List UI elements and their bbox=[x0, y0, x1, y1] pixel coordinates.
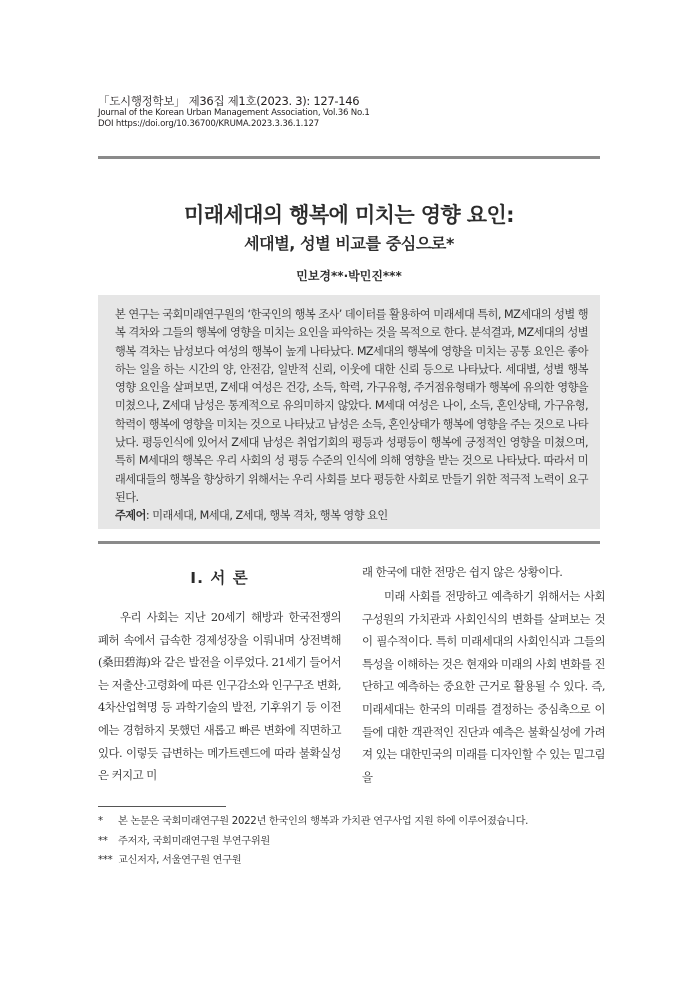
journal-english-name: Journal of the Korean Urban Management Association, Vol.36 No.1 bbox=[98, 108, 370, 118]
footnote-mark: * bbox=[98, 816, 103, 827]
keywords bbox=[115, 507, 588, 525]
footnote bbox=[98, 851, 608, 871]
footnote-divider bbox=[98, 806, 226, 807]
header-divider bbox=[98, 156, 600, 159]
journal-citation: 「도시행정학보」 제36집 제1호(2023. 3): 127-146 bbox=[98, 94, 360, 108]
footnote bbox=[98, 832, 608, 852]
keywords-label: 주제어 bbox=[115, 509, 146, 523]
footnote-text: 주저자, 국회미래연구원 부연구위원 bbox=[118, 835, 270, 847]
footnotes bbox=[98, 812, 608, 871]
paper-subtitle: 세대별, 성별 비교를 중심으로* bbox=[244, 234, 454, 253]
keywords-list: : 미래세대, M세대, Z세대, 행복 격차, 행복 영향 요인 bbox=[145, 509, 388, 523]
section-heading: Ⅰ. 서 론 bbox=[190, 569, 249, 587]
abstract-divider bbox=[98, 541, 600, 544]
journal-header bbox=[98, 94, 608, 130]
abstract-box bbox=[98, 295, 600, 529]
body-paragraph-right-continued: 래 한국에 대한 전망은 쉽지 않은 상황이다. bbox=[362, 565, 563, 579]
doi-link[interactable]: DOI https://doi.org/10.36700/KRUMA.2023.3.36.1.127 bbox=[98, 119, 320, 129]
author-line: 민보경**·박민진*** bbox=[296, 269, 402, 283]
body-paragraph-right: 미래 사회를 전망하고 예측하기 위해서는 사회구성원의 가치관과 사회인식의 변화를 살펴보는 것이 필수적이다. 특히 미래세대의 사회인식과 그들의 특성을 이해하는 것은 현재와 미래의 사회 변화를 진단하고 예측하는 중요한 근거로 활용될 수 있다. 즉, 미래세대는 한국의 미래를 결정하는 중심축으로 이들에 대한 객관적인 진단과 예측은 불확실성에 가려져 있는 대한민국의 미래를 디자인할 수 있는 밑그림을 bbox=[362, 589, 605, 784]
footnote-text: 본 논문은 국회미래연구원 2022년 한국인의 행복과 가치관 연구사업 지원 하에 이루어졌습니다. bbox=[118, 816, 529, 827]
body-paragraph-left: 우리 사회는 지난 20세기 해방과 한국전쟁의 폐허 속에서 급속한 경제성장을 이뤄내며 상전벽해(桑田碧海)와 같은 발전을 이루었다. 21세기 들어서는 저출산·고령화에 따른 인구감소와 인구구조 변화, 4차산업혁명 등 과학기술의 발전, 기후위기 등 이전에는 경험하지 못했던 새롭고 빠른 변화에 직면하고 있다. 이렇듯 급변하는 메가트렌드에 따라 불확실성은 커지고 미 bbox=[98, 610, 341, 783]
abstract-text: 본 연구는 국회미래연구원의 ‘한국인의 행복 조사’ 데이터를 활용하여 미래세대 특히, MZ세대의 성별 행복 격차와 그들의 행복에 영향을 미치는 요인을 파악하는 것을 목적으로 한다. 분석결과, MZ세대의 성별 행복 격차는 남성보다 여성의 행복이 높게 나타났다. MZ세대의 행복에 영향을 미치는 공통 요인은 좋아하는 일을 하는 시간의 양, 안전감, 일반적 신뢰, 이웃에 대한 신뢰 등으로 나타났다. 세대별, 성별 행복 영향 요인을 살펴보면, Z세대 여성은 건강, 소득, 학력, 가구유형, 주거점유형태가 행복에 유의한 영향을 미쳤으나, Z세대 남성은 통계적으로 유의미하지 않았다. M세대 여성은 나이, 소득, 혼인상태, 가구유형, 학력이 행복에 영향을 미치는 것으로 나타났고 남성은 소득, 혼인상태가 행복에 영향을 주는 것으로 나타났다. 평등인식에 있어서 Z세대 남성은 취업기회의 평등과 성평등이 행복에 긍정적인 영향을 미쳤으며, 특히 M세대의 행복은 우리 사회의 성 평등 수준의 인식에 의해 영향을 받는 것으로 나타났다. 따라서 미래세대들의 행복을 향상하기 위해서는 우리 사회를 보다 평등한 사회로 만들기 위한 적극적 노력이 요구된다. bbox=[115, 308, 588, 504]
paper-title: 미래세대의 행복에 미치는 영향 요인: bbox=[184, 203, 514, 227]
footnote-text: 교신저자, 서울연구원 연구원 bbox=[118, 855, 242, 866]
footnote bbox=[98, 812, 608, 832]
footnote-mark: ** bbox=[98, 835, 108, 847]
footnote-mark: *** bbox=[98, 855, 113, 866]
